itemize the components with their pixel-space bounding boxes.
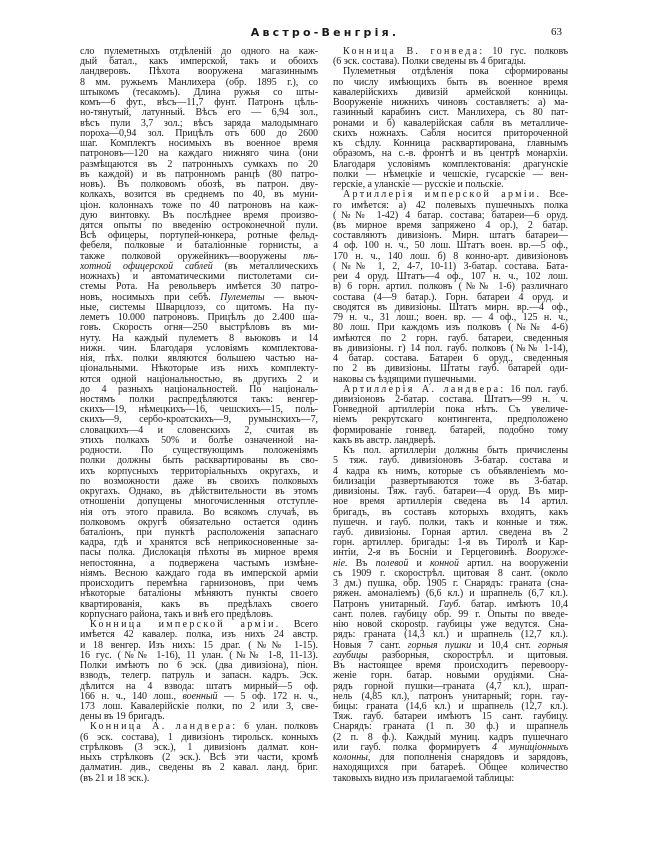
- text-line: кадра, гдѣ и хранятся всѣ неприкосновенные за-: [80, 537, 318, 549]
- text-line: говъ. Скорость огня—250 выстрѣловъ въ ми-: [80, 322, 318, 334]
- text-line: полки должны быть расквартированы въ сво-: [80, 455, 318, 467]
- italic-text: полевой: [375, 557, 409, 569]
- paragraph: [80, 620, 318, 722]
- text-run: — вьюч-: [264, 291, 318, 303]
- text-line: нижн. чин. Благодаря условіямъ комплектова-: [80, 342, 318, 354]
- text-line: ніемъ рекрутскаго контингента, предположено: [333, 414, 568, 426]
- text-line: дѣлится на 4 взвода: штатъ мирный—5 оф.: [80, 680, 318, 692]
- left-column: [80, 47, 318, 784]
- italic-text: горныя: [538, 639, 568, 651]
- text-line: пасы полка. Дислокація пѣхоты въ мирное время: [80, 547, 318, 559]
- text-line: сант. полев. гаубицу обр. 99 г. Опыты по введе-: [333, 608, 568, 620]
- text-line: корпуснаго района, такъ и внѣ его предѣловъ.: [80, 608, 274, 620]
- text-line: колкахъ, возится въ среднемъ по 40, въ муни-: [80, 189, 318, 201]
- text-line: (№№ 1-42) 4 батар. состава; батареи—6 оруд.: [333, 209, 568, 221]
- text-line: въ дивизіоны. г) 14 пол. гауб. полковъ (№№ 1-14),: [333, 342, 568, 354]
- text-run: (въ металлическихъ: [212, 260, 318, 272]
- text-line: Вооруженіе нижнихъ чиновъ составляетъ: а) ма-: [333, 97, 568, 109]
- text-line: дый батал., какъ имперской, такъ и обоихъ: [80, 56, 318, 68]
- text-line: новъ). Въ полковомъ обозѣ, въ патрон. дву-: [80, 179, 318, 191]
- text-line: ніямъ. Весною каждаго года въ имперской арміи: [80, 567, 318, 579]
- text-line: таковыхъ видно изъ прилагаемой таблицы:: [333, 772, 515, 784]
- text-line: стемы Рота. На револьверъ имѣется 30 патро-: [80, 281, 318, 293]
- text-line: дены въ 19 бригадъ.: [80, 711, 165, 723]
- italic-text: гаубицы: [333, 649, 368, 661]
- italic-text: пѣ-: [303, 250, 318, 262]
- text-run: Патронъ унитарный.: [333, 598, 439, 610]
- text-line: женіе горн. батар. новыми орудіями. Сна-: [333, 670, 568, 682]
- text-run: — 5 оф. 172 н. ч.,: [217, 690, 318, 702]
- text-line: бицы: граната (14,6 кл.) и шрапнель (12,7 кл.).: [333, 701, 568, 712]
- section-heading: Артиллерія имперской арміи.: [343, 189, 542, 201]
- text-line: по возможности даже въ своихъ полковыхъ: [80, 475, 318, 487]
- text-line: 4 кадра къ нимъ, которые съ объявленіемъ мо-: [333, 465, 568, 477]
- text-line: 173 лош. Кавалерійскіе полки, по 2 или 3, све-: [80, 701, 318, 712]
- running-title: Австро-Венгрія.: [250, 26, 400, 39]
- text-line: комъ—6 фут., вѣсъ—11,7 фунт. Патронъ цѣль-: [80, 97, 318, 109]
- text-line: ціональными. Нѣкоторые изъ нихъ комплекту-: [80, 363, 318, 375]
- section-heading: Артиллерія А. ландвера:: [343, 383, 506, 395]
- text-line: нія отъ этого правила. Во всякомъ случаѣ, въ: [80, 506, 318, 518]
- text-line: [333, 190, 568, 200]
- text-line: Благодаря условіямъ комплектованія: драгунскіе: [333, 158, 568, 170]
- text-line: нуту. На каждый пулеметъ 8 вьюковъ и 14: [80, 332, 318, 344]
- text-line: составляютъ дивизіонъ. Мирн. штатъ батареи—: [333, 230, 568, 242]
- text-line: (въ мирное время запряжено 4 ор.), 2 батар.: [333, 219, 568, 231]
- text-line: дивизіоновъ 2-батар. состава. Штатъ—99 н. ч.: [333, 393, 568, 405]
- text-line: въ каждой) и въ патронномъ ранцѣ (80 патро-: [80, 168, 318, 180]
- text-line: фебеля, полковые и баталіонные горнисты, а: [80, 240, 318, 252]
- text-line: отношеніи допущены многочисленныя отступле-: [80, 496, 318, 508]
- text-line: и 18 венгер. Изъ нихъ: 15 драг. (№№ 1-15).: [80, 639, 318, 651]
- paragraph: [333, 446, 568, 784]
- text-line: Полки имѣютъ по 6 эск. (два дивизіона), піон.: [80, 660, 318, 672]
- text-line: нѣкоторые баталіоны мѣняютъ пункты своего: [80, 588, 318, 600]
- italic-text: горныя пушки: [407, 639, 472, 651]
- paragraph: [333, 67, 568, 190]
- text-line: ностямъ полки распредѣляются такъ: венгер-: [80, 393, 318, 405]
- text-line: ются одной національностью, въ другихъ 2 и: [80, 373, 318, 385]
- text-line: 79 н. ч., 31 лош.; воен. вр. — 4 оф., 125 н. ч.,: [333, 312, 568, 324]
- text-line: ихъ корпусныхъ территоріальныхъ округахъ, и: [80, 465, 318, 477]
- text-line: по числу имѣющихъ быть въ военное время: [333, 76, 568, 88]
- text-line: Снарядъ: граната (1 п. 30 ф.) и шрапнель: [333, 721, 568, 733]
- text-line: гауб. дивизіоны. Горная артил. сведена въ 2: [333, 527, 568, 539]
- text-line: къ сѣдлу. Конница расквартирована, главнымъ: [333, 138, 568, 150]
- text-line: дятся опыты по введенію остроконечной пули.: [80, 219, 318, 231]
- text-line: (въ 21 и 18 эск.).: [80, 772, 150, 784]
- text-line: размѣщаются въ 2 патронныхъ сумкахъ по 20: [80, 158, 318, 170]
- text-line: 16 гус. (№№ 1-16), 11 улан. (№№ 1-8, 11-13).: [80, 649, 318, 661]
- text-line: ландверовъ. Пѣхота вооружена магазиннымъ: [80, 66, 318, 78]
- italic-text: Вооруже-: [526, 547, 568, 559]
- text-line: имѣется 42 кавалер. полка, изъ нихъ 24 австр.: [80, 629, 318, 641]
- text-line: дивизіоны. Тяж. гауб. батареи—4 оруд. Въ мир-: [333, 486, 568, 498]
- text-run: Въ: [347, 557, 376, 569]
- text-line: до 4 разныхъ національностей. По національ-: [80, 383, 318, 395]
- text-line: шаг. Комплектъ носимыхъ въ военное время: [80, 138, 318, 150]
- text-line: стрѣлковъ (3 эск.), 1 дивизіонъ далмат. кон-: [80, 741, 318, 753]
- text-line: нель (4,85 кл.), патронъ унитарный; горн. гау-: [333, 690, 568, 702]
- paragraph: [333, 385, 568, 446]
- text-line: 4 оф. 100 н. ч., 50 лош. Штатъ воен. вр.—5 оф.,: [333, 240, 568, 252]
- text-line: 5 тяж. гауб. дивизіоновъ 3-батар. состава и: [333, 455, 568, 467]
- text-line: Къ пол. артиллеріи должны быть причислены: [343, 445, 568, 457]
- text-line: герскіе, а уланскіе — русскіе и польскіе.: [333, 179, 504, 191]
- text-line: рядъ горной пушки—граната (4,7 кл.), шрап-: [333, 680, 568, 692]
- text-run: Новыя 7 сант.: [333, 639, 408, 651]
- text-line: далматин. див., сведены въ 2 кавал. ланд. бриг.: [80, 762, 318, 774]
- text-line: билизаціи развертываются тоже въ 3-батар.: [333, 475, 568, 487]
- text-line: округахъ. Однако, въ дѣйствительности въ этомъ: [80, 486, 318, 498]
- text-line: горн. артиллер. бригады: 1-я въ Тиролѣ и Кар-: [333, 537, 568, 549]
- text-line: скихъ—19, нѣмецкихъ—16, чешскихъ—15, поль-: [80, 404, 318, 416]
- paragraph: [80, 47, 318, 620]
- paragraph: [333, 47, 568, 67]
- text-line: взводъ, телегр. патруль и запасн. кадръ. Эск.: [80, 670, 318, 682]
- text-line: находящихся при батареѣ. Общее количество: [333, 762, 568, 774]
- text-line: непостоянна, а подвержена частымъ измѣне-: [80, 557, 318, 569]
- text-line: по 2 въ дивизіоны. Штаты гауб. батарей оди-: [333, 363, 568, 375]
- section-heading: Конница имперской арміи.: [90, 619, 281, 631]
- italic-text: конной: [430, 557, 459, 569]
- text-line: газинный карабинъ сист. Манлихера, съ 80 пат-: [333, 107, 568, 119]
- text-run: новъ, носимыхъ при себѣ.: [80, 291, 221, 303]
- text-line: но-тянутый, латунный. Вѣсъ его — 6,94 зол.,: [80, 107, 318, 119]
- text-line: 8 мм. ружьемъ Манлихера (обр. 1895 г.), со: [80, 76, 318, 88]
- text-line: словацкихъ—4 и словенскихъ 2, считая въ: [80, 424, 318, 436]
- text-run: 166 н. ч., 140 лош.,: [80, 690, 183, 702]
- text-line: Въ настоящее время происходитъ перевоору-: [333, 660, 568, 672]
- paragraph: [80, 722, 318, 783]
- text-line: ціон. колоннахъ тоже по 40 патроновъ на каж-: [80, 199, 318, 211]
- text-line: наковы съ ѣздящими пушечными.: [333, 373, 477, 385]
- text-line: 4 батар. состава. Батареи 6 оруд., сведенныя: [333, 353, 568, 365]
- text-line: леметъ 10.000 патроновъ. Прицѣлъ до 2.400 ша-: [80, 312, 318, 324]
- text-line: состава (4—9 батар.). Горн. батареи 4 оруд. и: [333, 291, 568, 303]
- text-line: образомъ, на с.-в. фронтѣ и въ центрѣ монархіи.: [333, 148, 568, 160]
- text-line: 170 н. ч., 140 лош. б) 8 конно-арт. дивизіоновъ: [333, 250, 568, 262]
- text-line: вѣсъ пули 3,7 зол.; вѣсъ заряда малодымнаго: [80, 117, 318, 129]
- text-line: (№№ 1, 2, 4-7, 10-11) 3-батар. состава. Бата-: [333, 260, 568, 272]
- text-line: ножнахъ) и автоматическими пистолетами си-: [80, 271, 318, 283]
- text-line: (6 эск. состава), 1 дивизіонъ тирольск. конныхъ: [80, 731, 318, 743]
- text-line: ряжен. амоналіемъ) (6,6 кл.) и шрапнель (6,7 кл.).: [333, 588, 568, 600]
- text-run: 6 улан. полковъ: [237, 721, 318, 733]
- italic-text: хотной офицерской саблей: [80, 260, 213, 272]
- text-run: разборныя, скорострѣл. и щитовыя.: [367, 649, 568, 661]
- italic-text: колонны,: [333, 752, 371, 764]
- text-run: батар. имѣютъ 10,4: [460, 598, 568, 610]
- text-line: полковомъ округѣ обязательно остается одинъ: [80, 516, 318, 528]
- text-line: пушечн. и гауб. полки, такъ и конные и тяж.: [333, 516, 568, 528]
- italic-text: ніе.: [333, 557, 348, 569]
- text-line: 3 дм.) пушка, обр. 1905 г. Снарядъ: граната (сна-: [333, 578, 568, 590]
- text-line: (2 п. 8 ф.). Каждый муниц. кадръ пушечнаго: [333, 731, 568, 743]
- text-run: интіи, 2-я въ Босніи и Герцеговинѣ.: [333, 547, 527, 559]
- text-line: Пулеметныя отдѣленія пока сформированы: [343, 66, 568, 78]
- text-run: или гауб. полка формируетъ: [333, 741, 493, 753]
- text-line: рядъ: граната (14,3 кл.) и шрапнель (12,7 кл.).: [333, 629, 568, 641]
- text-line: какъ въ австр. ландверѣ.: [333, 434, 436, 446]
- text-line: скихъ—9, сербо-кроатскихъ—9, румынскихъ—7,: [80, 414, 318, 426]
- text-line: кавалерійскихъ дивизій армейской конницы.: [333, 86, 568, 98]
- text-run: и: [408, 557, 430, 569]
- text-line: имѣются по 2 горн. гауб. батареи, сведенныя: [333, 332, 568, 344]
- text-line: сводятся въ дивизіоны. Штатъ мирн. вр.—4 оф.,: [333, 301, 568, 313]
- section-heading: Конница А. ландвера:: [90, 721, 238, 733]
- italic-text: 4 муниціонныхъ: [492, 741, 568, 753]
- text-run: 16 пол. гауб.: [505, 383, 568, 395]
- text-run: также полковой оружейникъ—вооружены: [80, 250, 304, 262]
- page-number: 63: [551, 26, 562, 38]
- text-line: баталіонъ, при пунктѣ расположенія запаснаго: [80, 527, 318, 539]
- text-run: и 10,4 снт.: [471, 639, 539, 651]
- text-line: реи 4 оруд. Штатъ—4 оф., 107 н. ч., 102 лош.: [333, 271, 568, 283]
- section-heading: Конница В. гонведа:: [343, 46, 485, 57]
- text-line: патроновъ—120 на каждаго нижняго чина (они: [80, 148, 318, 160]
- text-line: бригадъ, въ составъ которыхъ входятъ, какъ: [333, 506, 568, 518]
- text-line: ные, системы Шварцлозэ, со щитомъ. На пу-: [80, 301, 318, 313]
- text-line: съ 1909 г. скорострѣл. щитовая 8 сант. (около: [333, 567, 568, 579]
- text-line: родности. По существующимъ положеніямъ: [80, 445, 318, 457]
- paragraph: [333, 190, 568, 384]
- text-line: дую винтовку. Въ послѣднее время произво-: [80, 209, 318, 221]
- text-line: 80 лош. При каждомъ изъ полковъ (№№ 4-6): [333, 322, 568, 334]
- italic-text: Гауб.: [438, 598, 461, 610]
- text-line: Всѣ офицеры, портупей-юнкера, ротные фельд-: [80, 230, 318, 242]
- text-line: квартированія, какъ въ предѣлахъ своего: [80, 598, 318, 610]
- text-line: скихъ ножнахъ. Сабля носится притороченной: [333, 127, 568, 139]
- text-line: сло пулеметныхъ отдѣленій до одного на каж-: [80, 46, 318, 57]
- italic-text: Пулеметы: [220, 291, 265, 303]
- text-run: для пополненія снарядовъ и зарядовъ,: [370, 752, 568, 764]
- italic-text: военный: [182, 690, 218, 702]
- text-line: ронами и б) кавалерійская сабля въ металличе-: [333, 117, 568, 129]
- text-run: Все-: [541, 189, 568, 201]
- text-line: происходитъ перемѣна гарнизоновъ, при чемъ: [80, 578, 318, 590]
- text-line: нію новой скорostр. гаубицы уже ведутся. Сна-: [333, 619, 568, 631]
- text-line: формированіе гонвед. батарей, подобно тому: [333, 424, 568, 436]
- text-line: Тяж. гауб. батареи имѣютъ 15 сант. гаубицу.: [333, 711, 568, 723]
- text-run: артил. на вооруженіи: [458, 557, 568, 569]
- text-line: Гонведной артиллеріи пока нѣтъ. Съ увеличе-: [333, 404, 568, 416]
- right-column: [333, 47, 568, 784]
- text-line: ное время артиллерія сведена въ 14 артил.: [333, 496, 568, 508]
- text-line: ныхъ стрѣлковъ (2 эск.). Всѣ эти части, кромѣ: [80, 752, 318, 764]
- text-line: пороха—0,94 зол. Прицѣлъ отъ 600 до 2600: [80, 127, 318, 139]
- text-line: этихъ полкахъ 50% и болѣе означенной на-: [80, 434, 318, 446]
- text-line: штыкомъ (тесакомъ). Длина ружья со шты-: [80, 86, 318, 98]
- text-run: 10 гус. полковъ: [484, 46, 568, 57]
- text-line: го имѣется: а) 42 полевыхъ пушечныхъ полка: [333, 199, 568, 211]
- text-line: (6 эск. состава). Полки сведены въ 4 бригады.: [333, 56, 526, 68]
- text-line: в) 6 горн. артил. полковъ (№№ 1-6) различнаго: [333, 281, 568, 293]
- text-line: нія, пѣх. полки являются большею частью на-: [80, 353, 318, 365]
- text-line: полки — нѣмецкіе и чешскіе, гусарскіе — вен-: [333, 168, 568, 180]
- text-run: Всего: [280, 619, 318, 631]
